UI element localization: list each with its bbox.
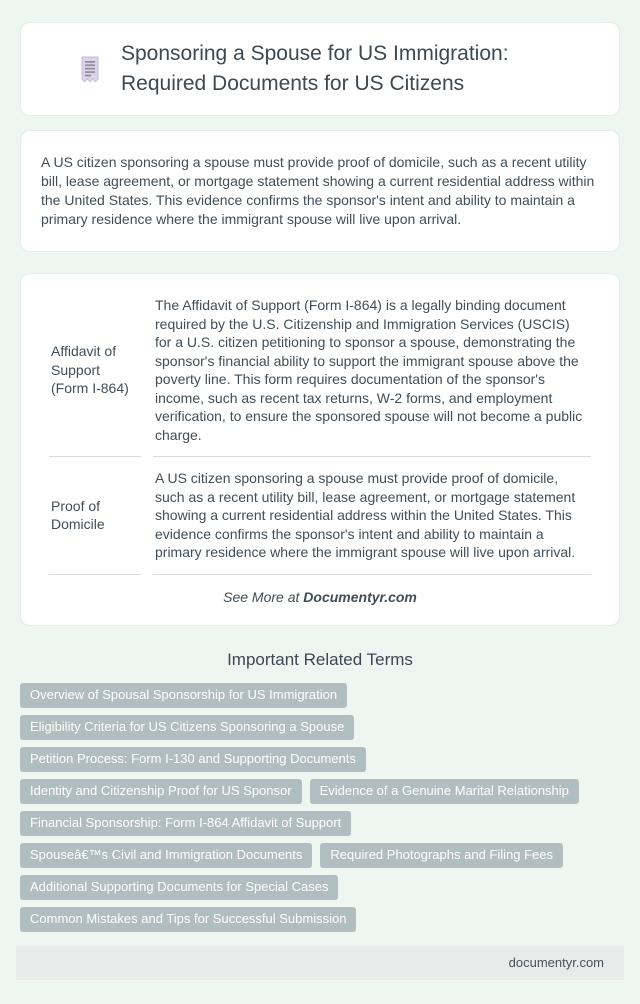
tag-additional-supporting-documents[interactable]: Additional Supporting Documents for Special Cases <box>20 875 338 900</box>
receipt-icon <box>79 56 101 83</box>
page-title: Sponsoring a Spouse for US Immigration: Required Documents for US Citizens <box>121 42 509 95</box>
header-card <box>20 22 620 116</box>
footer-bar <box>16 946 624 980</box>
summary-card <box>20 130 620 252</box>
terms-table-card <box>20 273 620 626</box>
summary-text: A US citizen sponsoring a spouse must provide proof of domicile, such as a recent utility bill, lease agreement, or mortgage statement showing a current residential address within the United States. This evidence confirms the sponsor's intent and ability to maintain a primary residence where the immigrant spouse will live upon arrival. <box>41 154 595 227</box>
terms-table <box>37 284 603 575</box>
tag-petition-process[interactable]: Petition Process: Form I-130 and Supporting Documents <box>20 747 366 772</box>
tag-eligibility-criteria[interactable]: Eligibility Criteria for US Citizens Sponsoring a Spouse <box>20 715 354 740</box>
tag-photographs-filing-fees[interactable]: Required Photographs and Filing Fees <box>320 843 563 868</box>
footer-site-label: documentyr.com <box>508 955 604 970</box>
tag-identity-citizenship-proof[interactable]: Identity and Citizenship Proof for US Sponsor <box>20 779 302 804</box>
tag-genuine-marital-relationship[interactable]: Evidence of a Genuine Marital Relationship <box>310 779 579 804</box>
see-more-site-link[interactable]: Documentyr.com <box>303 588 417 605</box>
tag-overview-spousal-sponsorship[interactable]: Overview of Spousal Sponsorship for US Immigration <box>20 683 347 708</box>
see-more-prefix: See More at <box>223 588 304 605</box>
tag-spouse-civil-documents[interactable]: Spouseâ€™s Civil and Immigration Documents <box>20 843 312 868</box>
table-row <box>49 284 591 457</box>
see-more-line <box>37 589 603 605</box>
definition-cell: A US citizen sponsoring a spouse must provide proof of domicile, such as a recent utility bill, lease agreement, or mortgage statement showing a current residential address within the United States. This evidence confirms the sponsor's intent and ability to maintain a primary residence where the immigrant spouse will live upon arrival. <box>153 457 591 575</box>
term-cell: Affidavit of Support (Form I-864) <box>49 284 141 457</box>
related-terms-tag-list <box>20 683 620 932</box>
definition-cell: The Affidavit of Support (Form I-864) is a legally binding document required by the U.S. Citizenship and Immigration Services (USCIS) for a U.S. citizen petitioning to sponsor a spouse, demonstrating the sponsor's financial ability to support the immigrant spouse above the poverty line. This form requires documentation of the sponsor's income, such as recent tax returns, W-2 forms, and employment verification, to ensure the sponsored spouse will not become a public charge. <box>153 284 591 457</box>
related-terms-heading: Important Related Terms <box>227 649 413 669</box>
table-row <box>49 457 591 575</box>
tag-financial-sponsorship[interactable]: Financial Sponsorship: Form I-864 Affidavit of Support <box>20 811 351 836</box>
term-cell: Proof of Domicile <box>49 457 141 575</box>
tag-common-mistakes-tips[interactable]: Common Mistakes and Tips for Successful Submission <box>20 907 356 932</box>
